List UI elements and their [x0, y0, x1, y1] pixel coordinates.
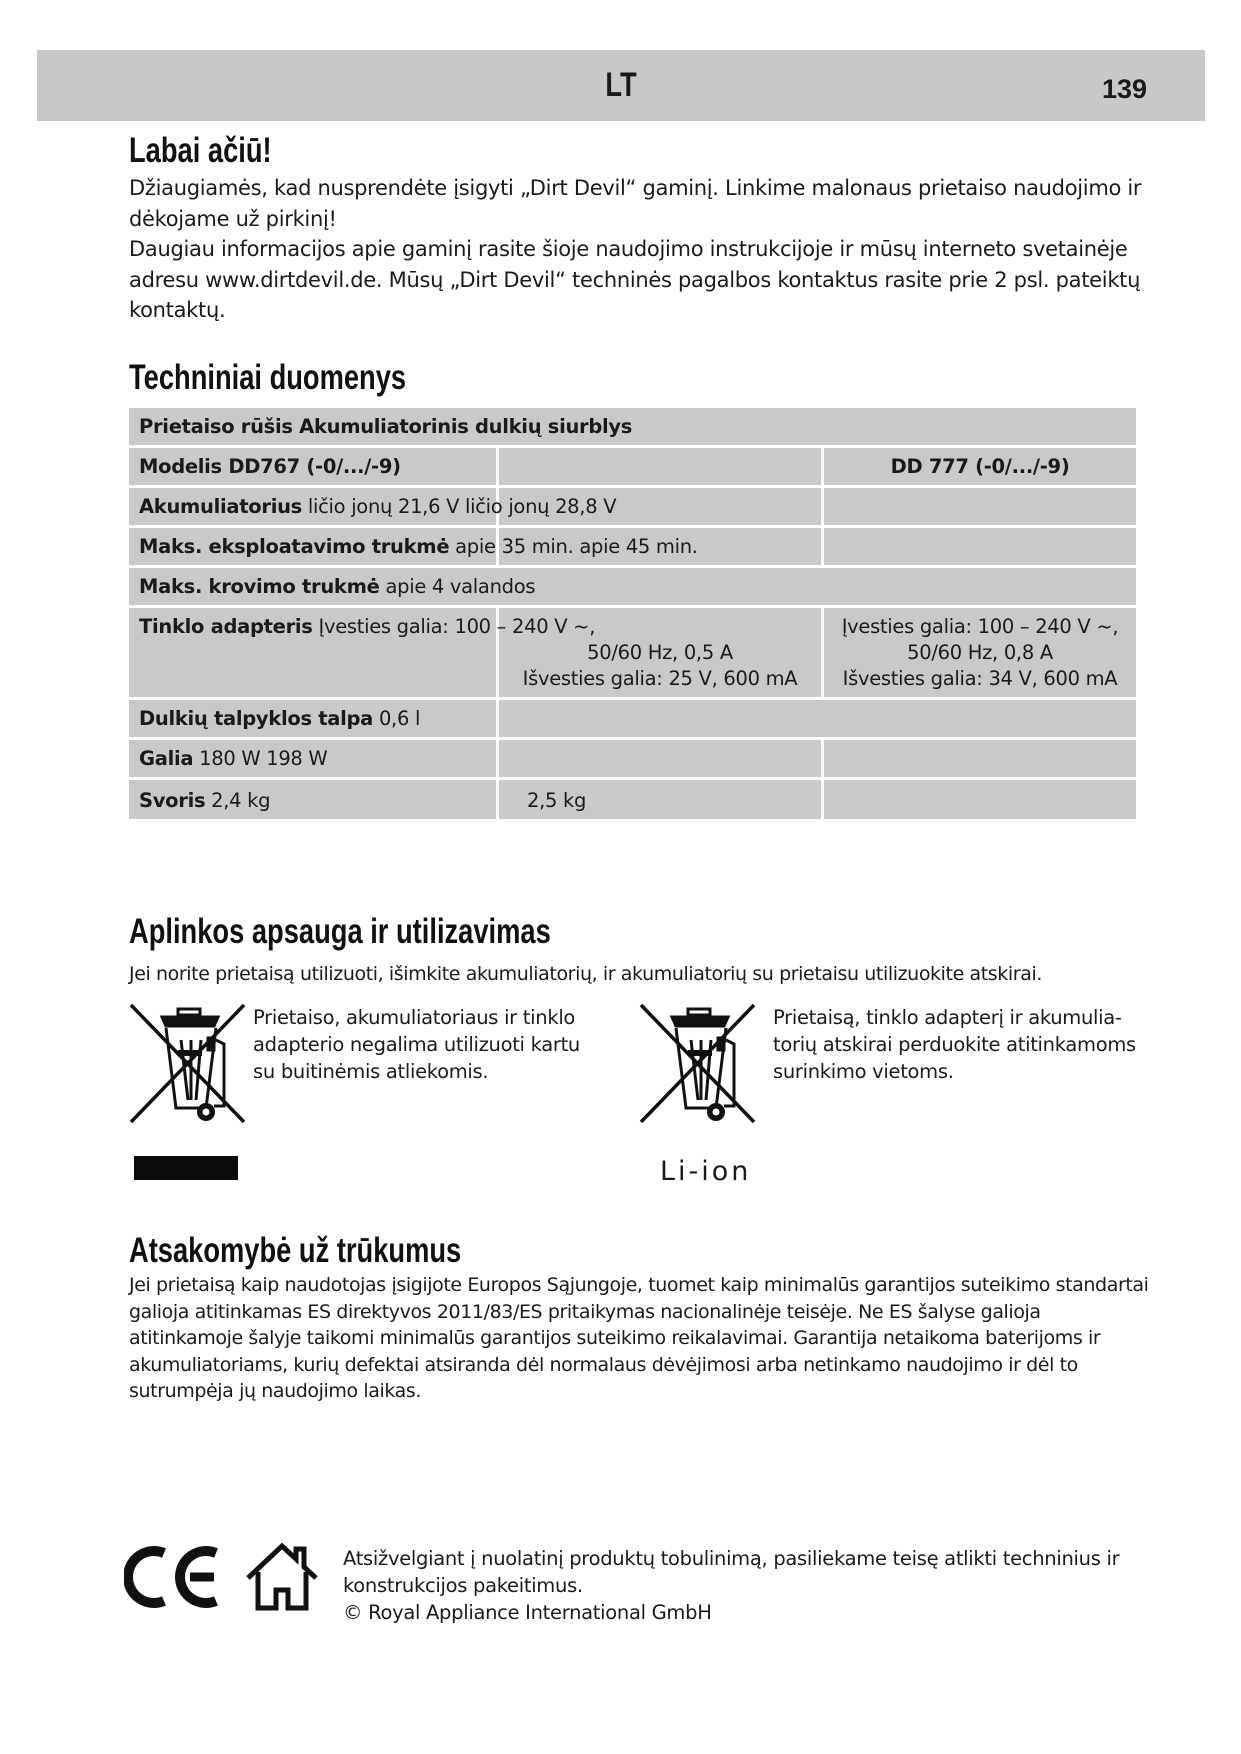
page-header — [37, 50, 1205, 121]
power-value: 180 W 198 W — [199, 747, 328, 770]
adapter-1-line1: Įvesties galia: 100 – 240 V ~, — [318, 615, 596, 638]
ce-mark-icon — [124, 1545, 222, 1609]
weight-cell-3 — [824, 780, 1136, 819]
language-code: LT — [605, 66, 637, 104]
weight-cell — [129, 780, 496, 819]
adapter-2-line3: Išvesties galia: 34 V, 600 mA — [842, 667, 1118, 690]
intro-heading: Labai ačiū! — [129, 131, 272, 170]
warranty-heading: Atsakomybė už trūkumus — [129, 1231, 462, 1270]
house-icon — [242, 1540, 322, 1612]
power-cell-2 — [499, 740, 821, 777]
model-label-cell: Modelis DD767 (-0/.../-9) — [129, 448, 496, 485]
black-bar — [134, 1156, 238, 1180]
table-row — [129, 408, 1136, 445]
charge-value: apie 4 valandos — [385, 575, 536, 598]
bin1-text — [253, 1004, 580, 1085]
table-row — [129, 568, 1136, 605]
weight-label: Svoris — [139, 789, 206, 812]
footer-line2: konstrukcijos pakeitimus. — [343, 1574, 583, 1597]
table-row — [129, 488, 1136, 525]
runtime-cell-3 — [824, 528, 1136, 565]
table-row — [129, 740, 1136, 777]
bin2-line: surinkimo vietoms. — [773, 1060, 954, 1083]
liion-label: Li-ion — [660, 1156, 752, 1187]
bin1-line: adapterio negalima utilizuoti kartu — [253, 1033, 580, 1056]
battery-cell-3 — [824, 488, 1136, 525]
charge-label: Maks. krovimo trukmė — [139, 575, 380, 598]
table-row — [129, 528, 1136, 565]
bin2-text — [773, 1004, 1136, 1085]
runtime-value: apie 35 min. apie 45 min. — [455, 535, 698, 558]
model-empty-cell — [499, 448, 821, 485]
adapter-1-line3: Išvesties galia: 25 V, 600 mA — [522, 667, 798, 690]
power-cell-3 — [824, 740, 1136, 777]
weight-2-cell — [499, 780, 821, 819]
dust-value: 0,6 l — [378, 707, 421, 730]
table-row — [129, 700, 1136, 737]
table-row — [129, 780, 1136, 819]
weight-1: 2,4 kg — [211, 789, 271, 812]
dust-empty-cell — [499, 700, 1136, 737]
bin2-line: torių atskirai perduokite atitinkamoms — [773, 1033, 1136, 1056]
footer-text — [343, 1545, 1119, 1626]
table-row — [129, 608, 1136, 697]
battery-value: ličio jonų 21,6 V ličio jonų 28,8 V — [307, 495, 617, 518]
bin2-line: Prietaisą, tinklo adapterį ir akumulia- — [773, 1006, 1122, 1029]
crossed-bin-icon — [126, 1000, 250, 1132]
device-type-cell: Prietaiso rūšis Akumuliatorinis dulkių siurblys — [129, 408, 1136, 445]
dust-label: Dulkių talpyklos talpa — [139, 707, 374, 730]
crossed-bin-icon — [636, 1000, 760, 1132]
adapter-label: Tinklo adapteris — [139, 615, 313, 638]
table-row — [129, 448, 1136, 485]
runtime-label: Maks. eksploatavimo trukmė — [139, 535, 450, 558]
power-cell — [129, 740, 496, 777]
intro-text — [129, 173, 1149, 326]
weight-2: 2,5 kg — [527, 789, 587, 812]
runtime-row-text — [139, 534, 698, 560]
intro-paragraph-2: Daugiau informacijos apie gaminį rasite šioje naudojimo instrukcijoje ir mūsų interneto svetainėje adresu www.dirtdevil.de. Mūsų „Dirt Devil“ techninės pagalbos kontaktus rasite prie 2 psl. pateiktų kontaktų. — [129, 237, 1141, 322]
bin1-line: su buitinėmis atliekomis. — [253, 1060, 489, 1083]
page-number: 139 — [1101, 74, 1147, 104]
adapter-1-line2: 50/60 Hz, 0,5 A — [587, 641, 733, 664]
tech-heading: Techniniai duomenys — [129, 358, 407, 397]
warranty-text: Jei prietaisą kaip naudotojas įsigijote Europos Sąjungoje, tuomet kaip minimalūs garantijos suteikimo standartai galioja atitinkamas ES direktyvos 2011/83/ES pritaikymas nacionalinėje teisėje. Ne ES šalyse galioja atitinkamoje šalyje taikomi minimalūs garantijos suteikimo reikalavimai. Garantija netaikoma baterijoms ir akumuliatoriams, kurių defektai atsiranda dėl normalaus dėvėjimosi arba netinkamo naudojimo ir dėl to sutrumpėja jų naudojimo laikas. — [129, 1274, 1149, 1402]
footer-line1: Atsižvelgiant į nuolatinį produktų tobulinimą, pasiliekame teisę atlikti techninius ir — [343, 1547, 1120, 1570]
intro-paragraph-1: Džiaugiamės, kad nusprendėte įsigyti „Dirt Devil“ gaminį. Linkime malonaus prietaiso naudojimo ir dėkojame už pirkinį! — [129, 176, 1142, 231]
adapter-cell-2 — [824, 608, 1136, 697]
environment-text: Jei norite prietaisą utilizuoti, išimkite akumuliatorių, ir akumuliatorių su prietaisu utilizuokite atskirai. — [129, 963, 1042, 985]
battery-row-text — [139, 494, 616, 520]
charge-cell — [129, 568, 1136, 605]
power-label: Galia — [139, 747, 194, 770]
environment-heading: Aplinkos apsauga ir utilizavimas — [129, 912, 551, 951]
footer-copyright: © Royal Appliance International GmbH — [343, 1601, 712, 1624]
adapter-2-line2: 50/60 Hz, 0,8 A — [907, 641, 1053, 664]
battery-label: Akumuliatorius — [139, 495, 302, 518]
dust-cell — [129, 700, 496, 737]
adapter-2-line1: Įvesties galia: 100 – 240 V ~, — [841, 615, 1119, 638]
adapter-row-text — [139, 614, 595, 640]
bin1-line: Prietaiso, akumuliatoriaus ir tinklo — [253, 1006, 576, 1029]
model-2-cell: DD 777 (-0/.../-9) — [824, 448, 1136, 485]
